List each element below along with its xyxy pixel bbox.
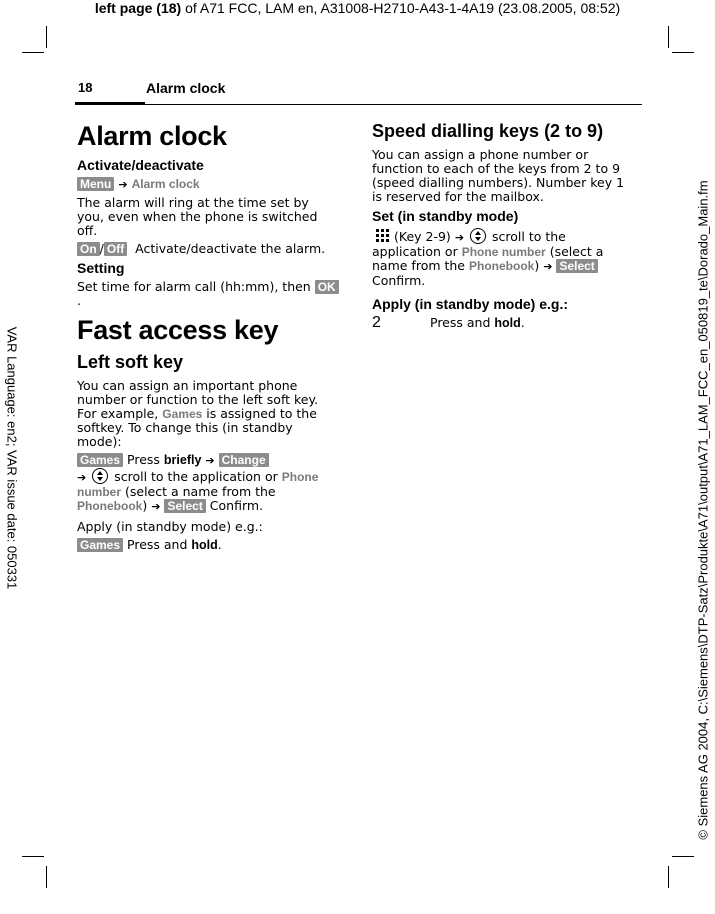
period: . (520, 315, 525, 330)
arrow-right-icon: ➔ (151, 500, 161, 513)
change-softkey: Change (219, 453, 269, 467)
set-instructions (372, 228, 634, 288)
apply-example (372, 316, 634, 330)
navigation-key-icon (92, 468, 108, 484)
right-column (372, 118, 634, 330)
phone-number-ref: Phone number (461, 245, 546, 259)
menu-softkey: Menu (77, 177, 114, 191)
crop-mark (672, 52, 694, 53)
left-soft-key-description (77, 379, 339, 449)
header-details: of A71 FCC, LAM en, A31008-H2710-A43-1-4A19 (23.08.2005, 08:52) (181, 0, 621, 16)
instruction-text: scroll to the application or (372, 229, 566, 259)
on-off-description: Activate/deactivate the alarm. (135, 241, 326, 256)
page-number: 18 (78, 80, 93, 95)
subheading-setting: Setting (77, 260, 125, 276)
crop-mark (672, 856, 694, 857)
arrow-right-icon: ➔ (118, 178, 128, 191)
arrow-right-icon: ➔ (454, 231, 465, 244)
off-softkey: Off (104, 242, 127, 256)
section-title-alarm-clock: Alarm clock (77, 121, 227, 151)
select-softkey: Select (556, 259, 597, 273)
arrow-right-icon: ➔ (543, 260, 553, 273)
key-range-text: (Key 2-9) (394, 229, 451, 244)
arrow-right-icon: ➔ (205, 454, 215, 467)
crop-mark (46, 866, 47, 888)
games-ref: Games (162, 407, 203, 421)
alarm-description: The alarm will ring at the time set by you, even when the phone is switched off. (77, 195, 318, 238)
subheading-left-soft-key: Left soft key (77, 352, 184, 372)
on-off-line (77, 242, 339, 256)
ok-softkey: OK (315, 280, 339, 294)
press-and-text: Press and (430, 315, 491, 330)
paren: ) (534, 258, 540, 273)
side-note-right-text: © Siemens AG 2004, C:\Siemens\DTP-Satz\Produkte\A71\output\A71_LAM_FCC_en_050819_te\Dorado_Main.fm (695, 180, 711, 840)
crop-mark (668, 26, 669, 48)
header-rule-thick (75, 102, 145, 105)
side-note-left-text: VAR Language: en2; VAR issue date: 050331 (4, 326, 20, 590)
hold-text: hold (494, 316, 521, 330)
example-key-number: 2 (372, 314, 381, 331)
running-title: Alarm clock (146, 80, 226, 96)
speed-dialling-description: You can assign a phone number or function to each of the keys from 2 to 9 (speed dialling numbers). Number key 1 is reserved for the mailbox. (372, 147, 625, 204)
section-title-fast-access: Fast access key (77, 315, 279, 345)
games-softkey: Games (77, 453, 123, 467)
slash: / (99, 241, 104, 256)
phonebook-ref: Phonebook (468, 259, 535, 273)
press-hold-line (430, 316, 525, 330)
header-rule-thin (145, 104, 642, 105)
crop-mark (46, 26, 47, 48)
confirm-text: Confirm. (209, 498, 264, 513)
period: . (217, 537, 222, 552)
games-softkey: Games (77, 538, 123, 552)
instruction-text: (select a name from the (372, 244, 604, 273)
document-header (0, 0, 715, 17)
period: . (77, 293, 81, 308)
desc-text: is assigned to the softkey. To change this (in standby mode): (77, 406, 317, 449)
crop-mark (22, 856, 44, 857)
subheading-speed-dialling: Speed dialling keys (2 to 9) (372, 121, 604, 141)
apply-line: Apply (in standby mode) e.g.: (77, 519, 263, 534)
briefly-text: briefly (163, 453, 202, 467)
phonebook-ref: Phonebook (77, 499, 143, 513)
apply-example (77, 538, 339, 552)
subheading-activate: Activate/deactivate (77, 157, 204, 173)
subheading-apply: Apply (in standby mode) e.g.: (372, 296, 569, 312)
confirm-text: Confirm. (372, 273, 426, 288)
header-page-ref: left page (18) (94, 0, 182, 16)
paren: ) (142, 498, 148, 513)
press-and-text: Press and (127, 537, 188, 552)
crop-mark (22, 52, 44, 53)
subheading-set: Set (in standby mode) (372, 208, 519, 224)
instruction-text: (select a name from the (125, 484, 276, 499)
navigation-key-icon (470, 228, 486, 244)
keypad-icon (372, 228, 394, 244)
left-column (77, 118, 339, 556)
on-softkey: On (77, 242, 100, 256)
phone-number-ref: Phone number (77, 470, 319, 499)
instruction-text: scroll to the application or (114, 469, 278, 484)
press-text: Press (127, 452, 160, 467)
desc-text: You can assign an important phone number or function to the left soft key. For example, (77, 378, 319, 421)
arrow-right-icon: ➔ (77, 471, 87, 484)
menu-path-alarm: Alarm clock (131, 177, 200, 191)
setting-text: Set time for alarm call (hh:mm), then (77, 279, 311, 294)
setting-line (77, 280, 339, 308)
crop-mark (668, 866, 669, 888)
hold-text: hold (191, 538, 218, 552)
menu-path-line (77, 177, 339, 192)
select-softkey: Select (164, 499, 205, 513)
change-instructions (77, 453, 339, 514)
